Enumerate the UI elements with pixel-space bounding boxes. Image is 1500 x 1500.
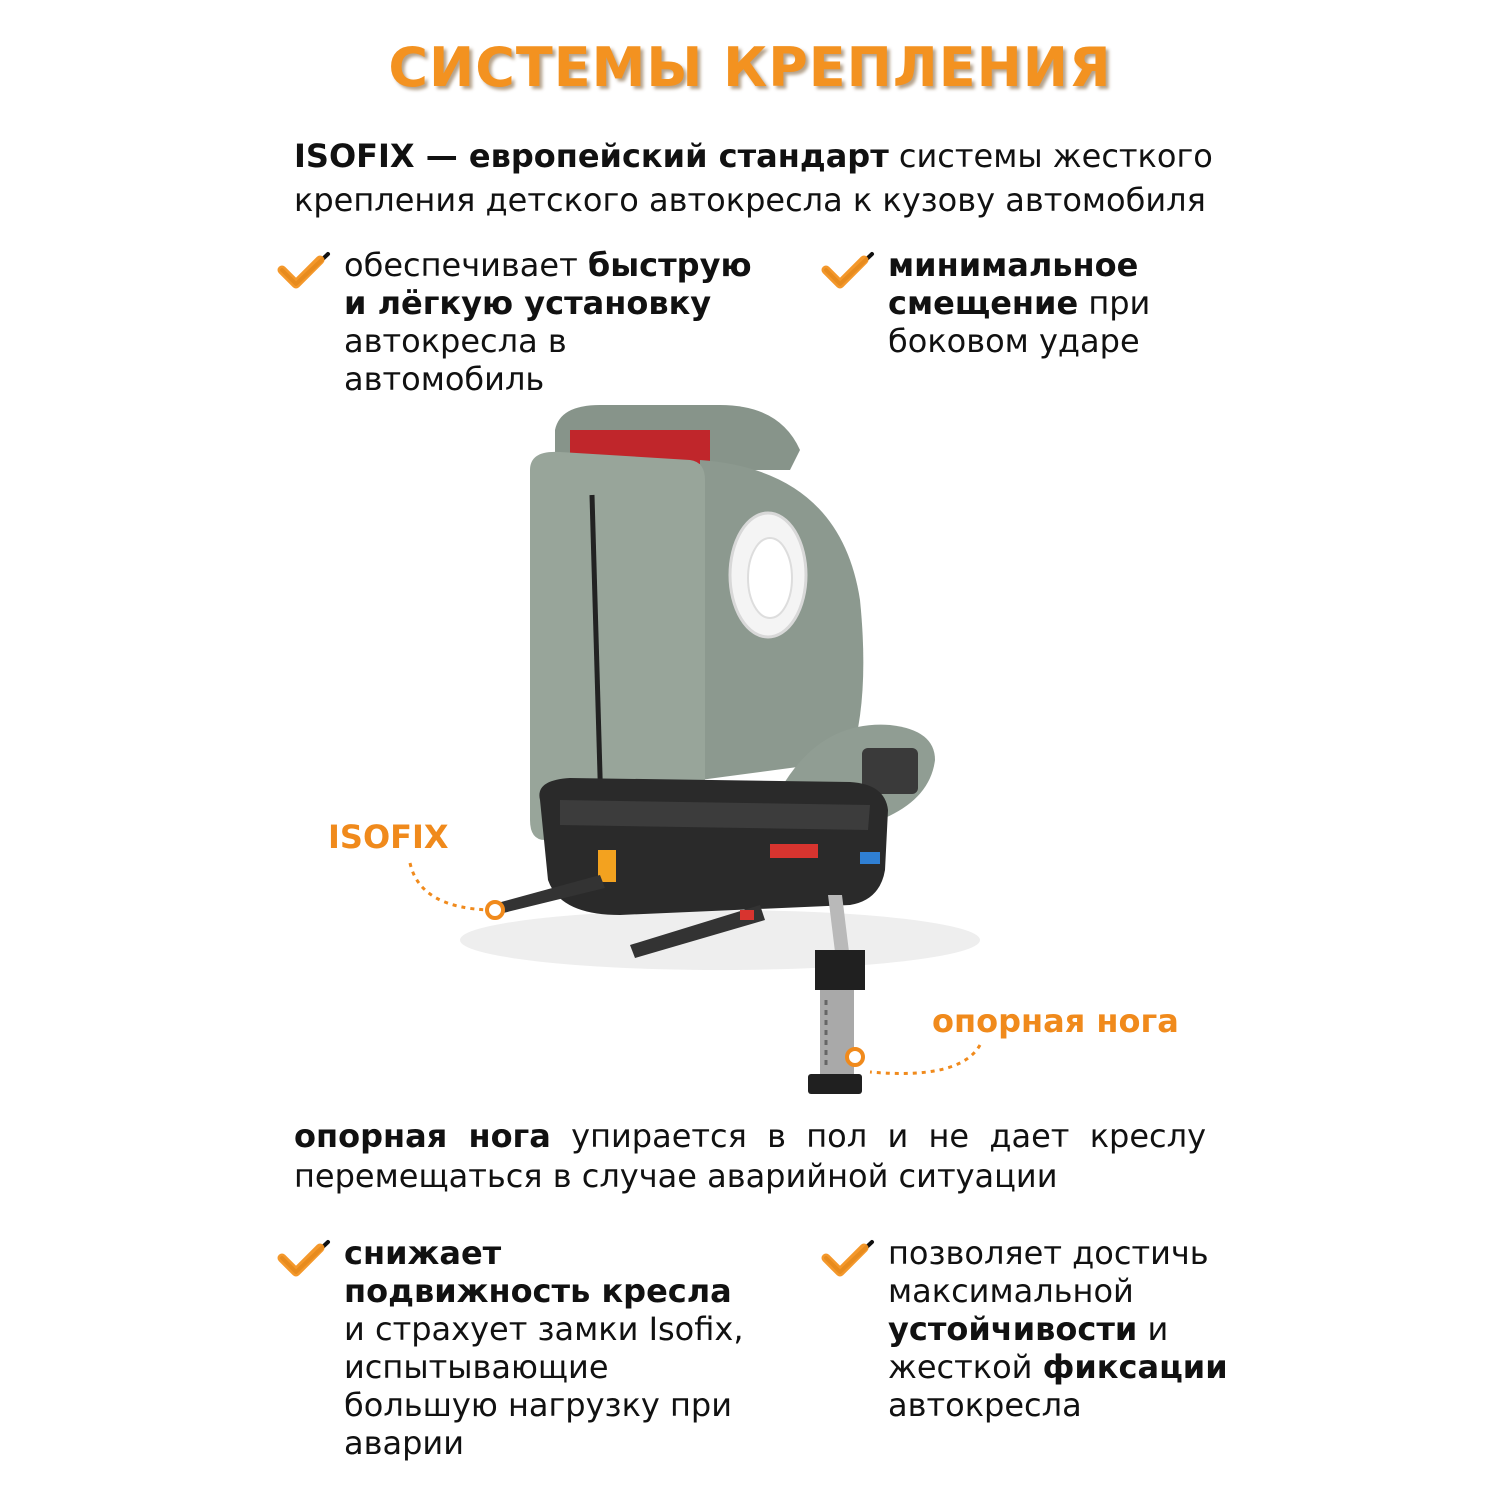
check-icon (276, 1238, 332, 1278)
feature-4-mid: и жесткой (888, 1310, 1169, 1386)
feature-reduce-mobility (276, 1234, 746, 1462)
callout-leg-line (840, 1040, 990, 1090)
feature-3-post: и страхует замки Isofix, испытывающие большую нагрузку при аварии (344, 1310, 744, 1462)
feature-4-bold2: фиксации (1042, 1348, 1228, 1386)
check-icon (820, 1238, 876, 1278)
callout-isofix-line (400, 858, 510, 928)
feature-1-pre: обеспечивает (344, 246, 588, 284)
feature-2-post: при боковом ударе (888, 284, 1151, 360)
feature-3-bold: снижает подвижность кресла (344, 1234, 732, 1310)
callout-support-leg: опорная нога (932, 1002, 1179, 1040)
paragraph-rest: упирается в пол и не дает креслу перемещаться в случае аварийной ситуации (294, 1117, 1207, 1195)
feature-1-bold: быструю и лёгкую установку (344, 246, 752, 322)
feature-stability (820, 1234, 1240, 1424)
check-icon (276, 250, 332, 290)
feature-4-post: автокресла (888, 1386, 1082, 1424)
feature-quick-install (276, 246, 756, 398)
feature-4-pre: позволяет достичь максимальной (888, 1234, 1209, 1310)
page-title: СИСТЕМЫ КРЕПЛЕНИЯ (388, 36, 1112, 99)
support-leg-paragraph (294, 1116, 1206, 1196)
intro-text (294, 134, 1254, 222)
paragraph-bold: опорная нога (294, 1117, 551, 1155)
feature-4-bold: устойчивости (888, 1310, 1138, 1348)
callout-isofix: ISOFIX (328, 818, 449, 856)
feature-2-bold: минимальное смещение (888, 246, 1139, 322)
car-seat-image (300, 400, 1200, 1100)
intro-bold: ISOFIX — европейский стандарт (294, 137, 889, 175)
feature-min-shift (820, 246, 1240, 360)
check-icon (820, 250, 876, 290)
intro-rest: системы жесткого крепления детского автокресла к кузову автомобиля (294, 137, 1213, 219)
feature-1-post: автокресла в автомобиль (344, 322, 567, 398)
